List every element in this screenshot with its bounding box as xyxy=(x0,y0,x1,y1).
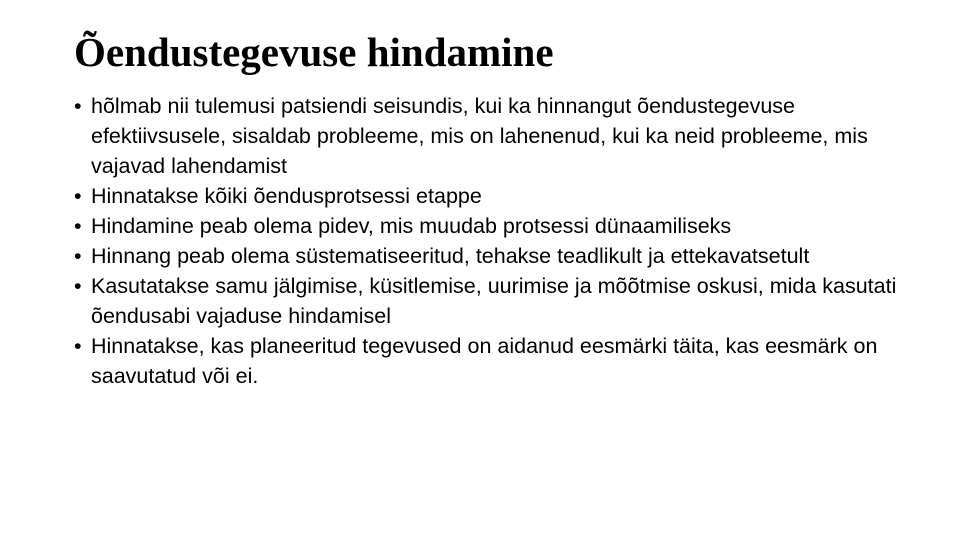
bullet-text: Hinnang peab olema süstematiseeritud, tehakse teadlikult ja ettekavatsetult xyxy=(91,244,810,268)
bullet-item xyxy=(74,91,914,181)
bullet-item xyxy=(74,181,914,211)
bullet-dot-icon: • xyxy=(74,244,82,268)
bullet-item xyxy=(74,331,914,391)
bullet-text: hõlmab nii tulemusi patsiendi seisundis, kui ka hinnangut õendustegevuse efektiivsusele, sisaldab probleeme, mis on lahenenud, kui ka neid probleeme, mis vajavad lahendamist xyxy=(91,94,868,178)
bullet-item xyxy=(74,271,914,331)
bullet-item xyxy=(74,211,914,241)
bullet-text: Hinnatakse, kas planeeritud tegevused on aidanud eesmärki täita, kas eesmärk on saavutatud või ei. xyxy=(91,334,878,388)
bullet-text: Hinnatakse kõiki õendusprotsessi etappe xyxy=(91,184,482,208)
bullet-dot-icon: • xyxy=(74,274,82,298)
bullet-dot-icon: • xyxy=(74,94,82,118)
bullet-dot-icon: • xyxy=(74,184,82,208)
slide-title: Õendustegevuse hindamine xyxy=(74,29,554,75)
bullet-item xyxy=(74,241,914,271)
bullet-list xyxy=(74,91,914,391)
bullet-text: Kasutatakse samu jälgimise, küsitlemise, uurimise ja mõõtmise oskusi, mida kasutati õendusabi vajaduse hindamisel xyxy=(91,274,897,328)
bullet-dot-icon: • xyxy=(74,334,82,358)
bullet-text: Hindamine peab olema pidev, mis muudab protsessi dünaamiliseks xyxy=(91,214,732,238)
bullet-dot-icon: • xyxy=(74,214,82,238)
